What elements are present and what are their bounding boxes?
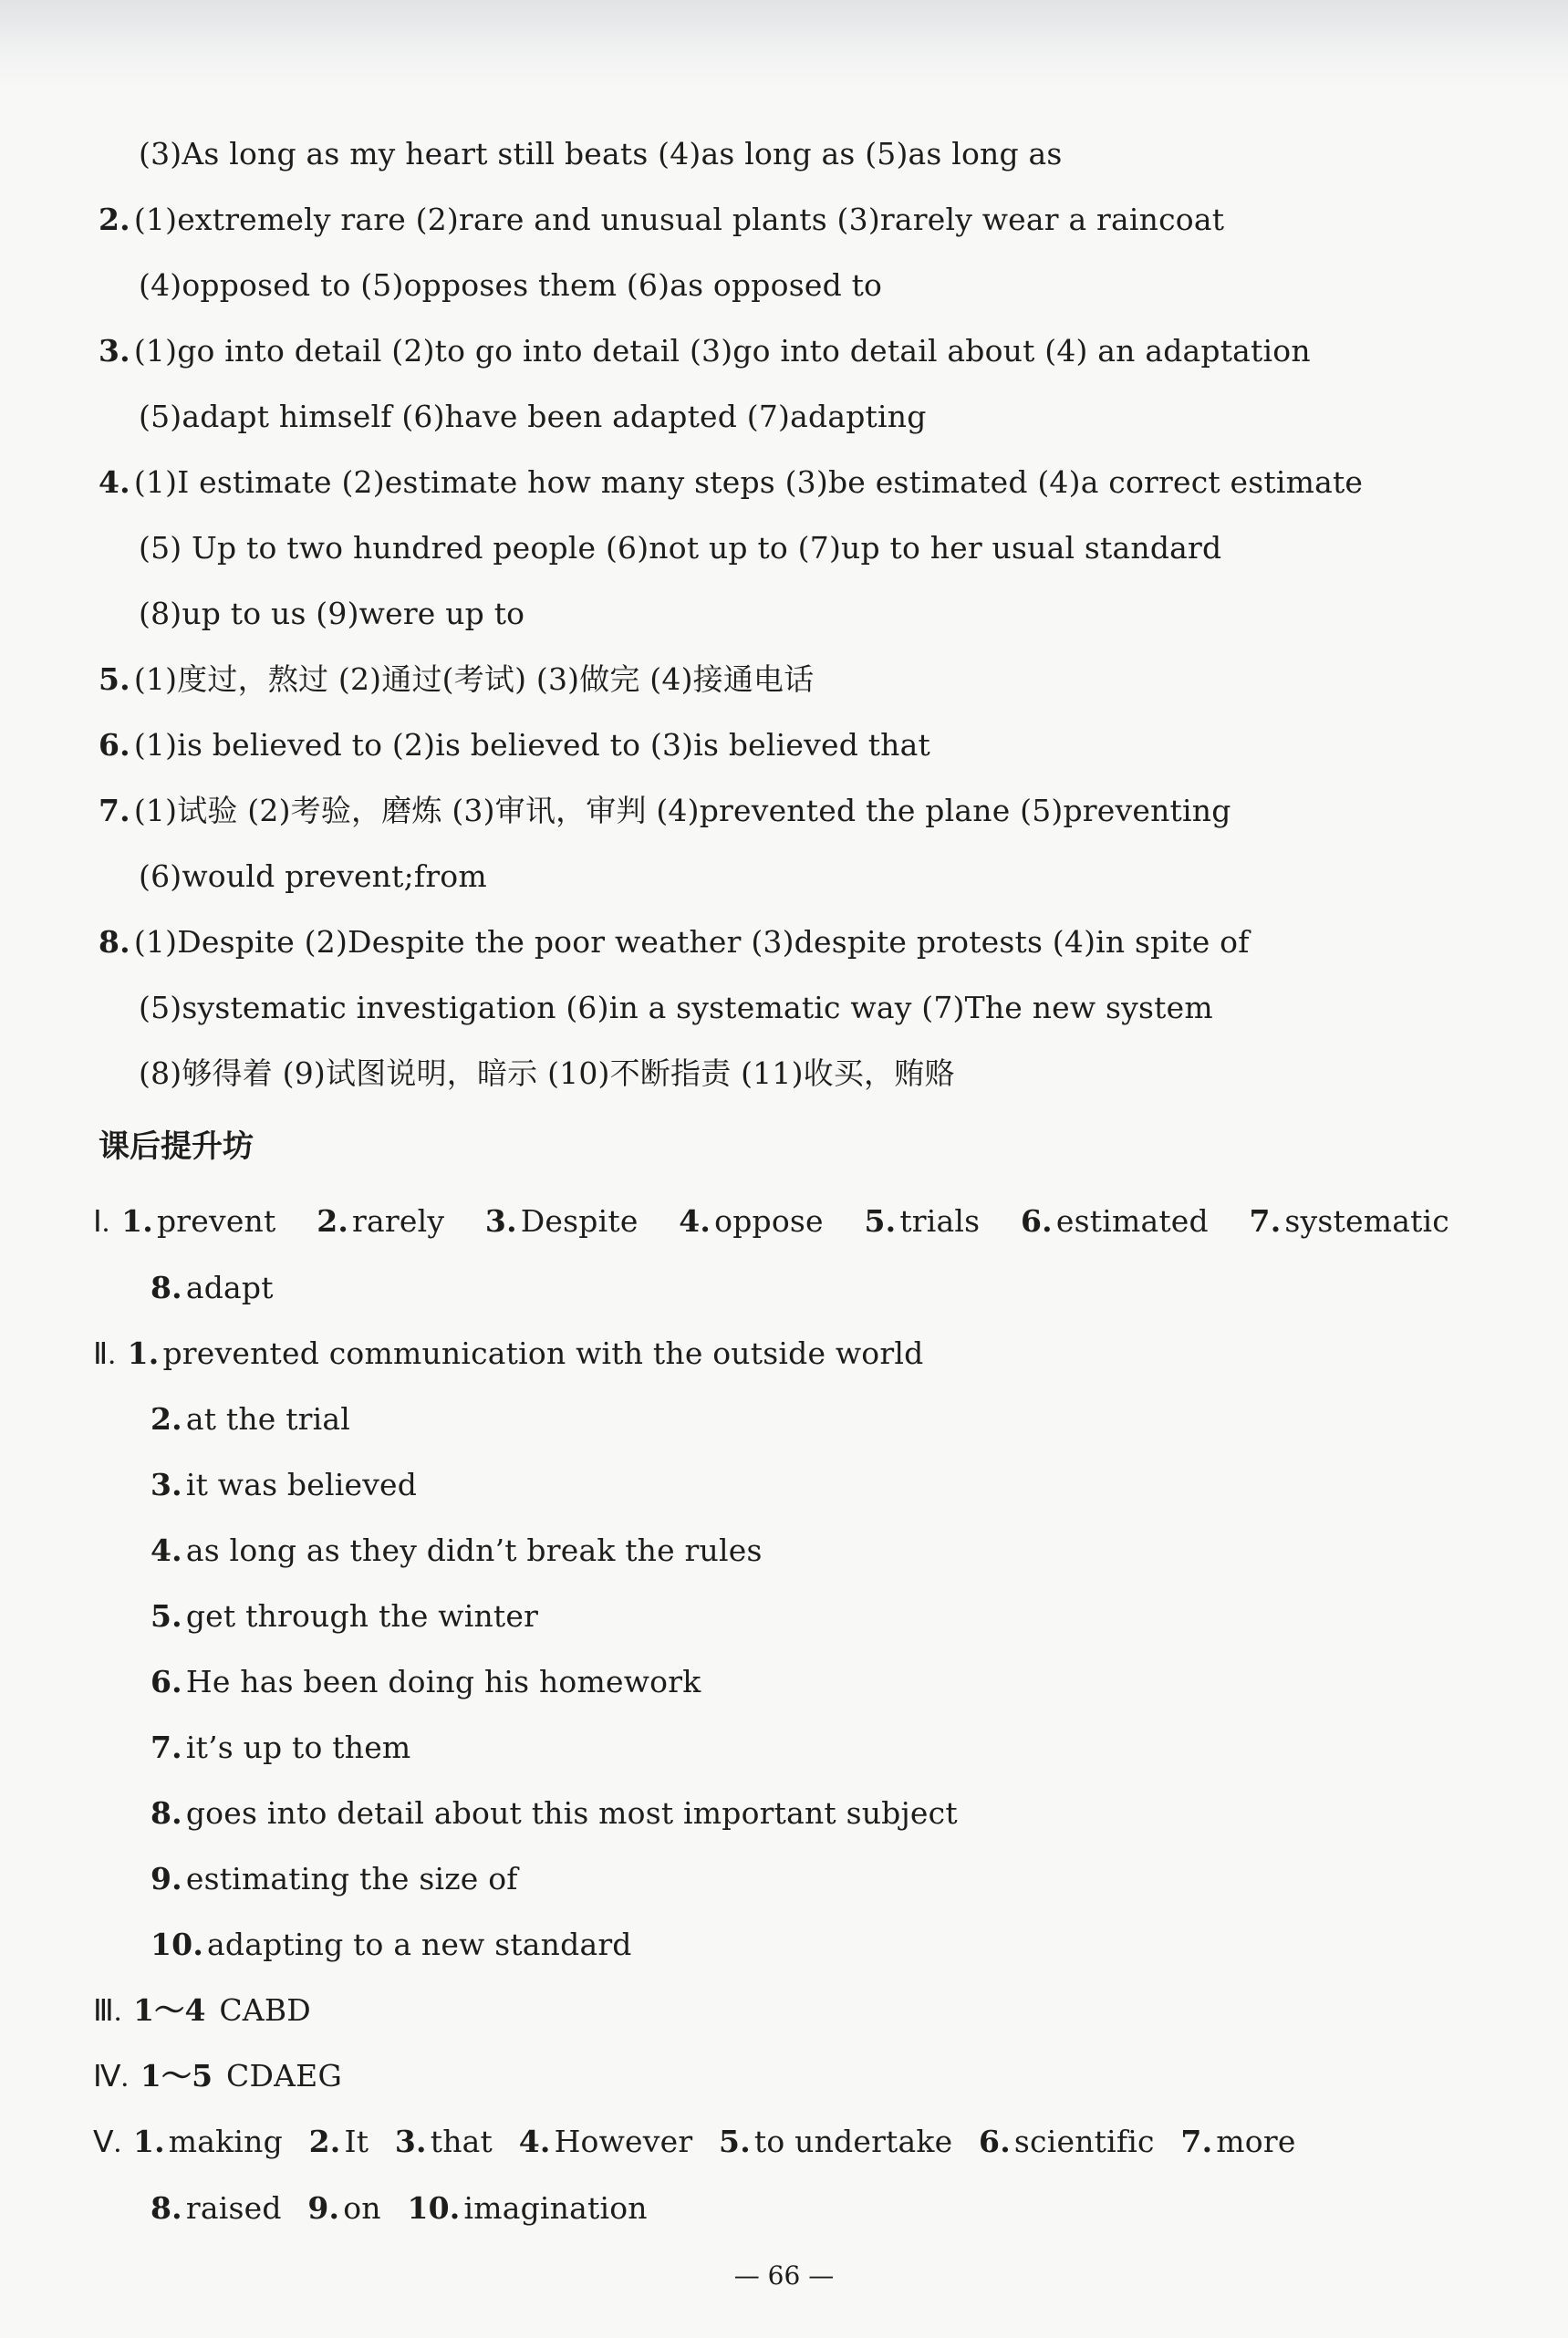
answer-line-14: (5)systematic investigation (6)in a systematic way (7)The new system	[139, 990, 1213, 1025]
part-ii-item-3: 3. it was believed	[151, 1467, 418, 1502]
page-number: — 66 —	[733, 2260, 835, 2291]
answer-line-4: 3. (1)go into detail (2)to go into detail (3)go into detail about (4) an adaptation	[99, 333, 1311, 369]
answer-line-2: 2. (1)extremely rare (2)rare and unusual plants (3)rarely wear a raincoat	[99, 202, 1225, 237]
answer-line-13: 8. (1)Despite (2)Despite the poor weather (3)despite protests (4)in spite of	[99, 924, 1250, 960]
answer-line-8: (8)up to us (9)were up to	[139, 596, 525, 631]
part-i-line-2: 8. adapt	[151, 1270, 274, 1305]
answer-line-11: 7. (1)试验 (2)考验，磨炼 (3)审讯，审判 (4)prevented the plane (5)preventing	[99, 793, 1231, 828]
part-ii-item-7: 7. it’s up to them	[151, 1730, 411, 1765]
part-ii-item-1: Ⅱ. 1. prevented communication with the outside world	[93, 1335, 924, 1371]
answer-line-15: (8)够得着 (9)试图说明，暗示 (10)不断指责 (11)收买，贿赂	[139, 1055, 955, 1091]
answer-line-1: (3)As long as my heart still beats (4)as long as (5)as long as	[139, 136, 1063, 171]
answer-line-7: (5) Up to two hundred people (6)not up to (7)up to her usual standard	[139, 530, 1222, 566]
section-title: 课后提升坊	[99, 1128, 254, 1165]
answer-line-12: (6)would prevent;from	[139, 858, 487, 894]
part-ii-item-8: 8. goes into detail about this most important subject	[151, 1795, 958, 1831]
answer-line-5: (5)adapt himself (6)have been adapted (7)adapting	[139, 399, 927, 434]
part-ii-item-2: 2. at the trial	[151, 1401, 351, 1437]
part-i-line-1: Ⅰ. 1. prevent 2. rarely 3. Despite 4. oppose 5. trials 6. estimated 7. systematic	[93, 1203, 1449, 1239]
part-v-line-1: Ⅴ. 1. making 2. It 3. that 4. However 5. to undertake 6. scientific 7. more	[93, 2124, 1296, 2159]
answer-line-3: (4)opposed to (5)opposes them (6)as opposed to	[139, 267, 883, 303]
part-v-line-2: 8. raised 9. on 10. imagination	[151, 2190, 648, 2226]
part-ii-item-4: 4. as long as they didn’t break the rules	[151, 1533, 763, 1568]
part-iv-line: Ⅳ. 1～5 CDAEG	[93, 2058, 343, 2094]
part-iii-line: Ⅲ. 1～4 CABD	[93, 1992, 311, 2028]
answer-line-6: 4. (1)I estimate (2)estimate how many steps (3)be estimated (4)a correct estimate	[99, 464, 1364, 500]
part-ii-item-5: 5. get through the winter	[151, 1598, 539, 1634]
answer-line-9: 5. (1)度过，熬过 (2)通过(考试) (3)做完 (4)接通电话	[99, 661, 815, 697]
part-ii-item-6: 6. He has been doing his homework	[151, 1664, 701, 1699]
part-ii-item-10: 10. adapting to a new standard	[151, 1927, 632, 1962]
answer-line-10: 6. (1)is believed to (2)is believed to (3)is believed that	[99, 727, 930, 763]
top-scan-shadow	[0, 0, 1568, 88]
part-ii-item-9: 9. estimating the size of	[151, 1861, 518, 1896]
